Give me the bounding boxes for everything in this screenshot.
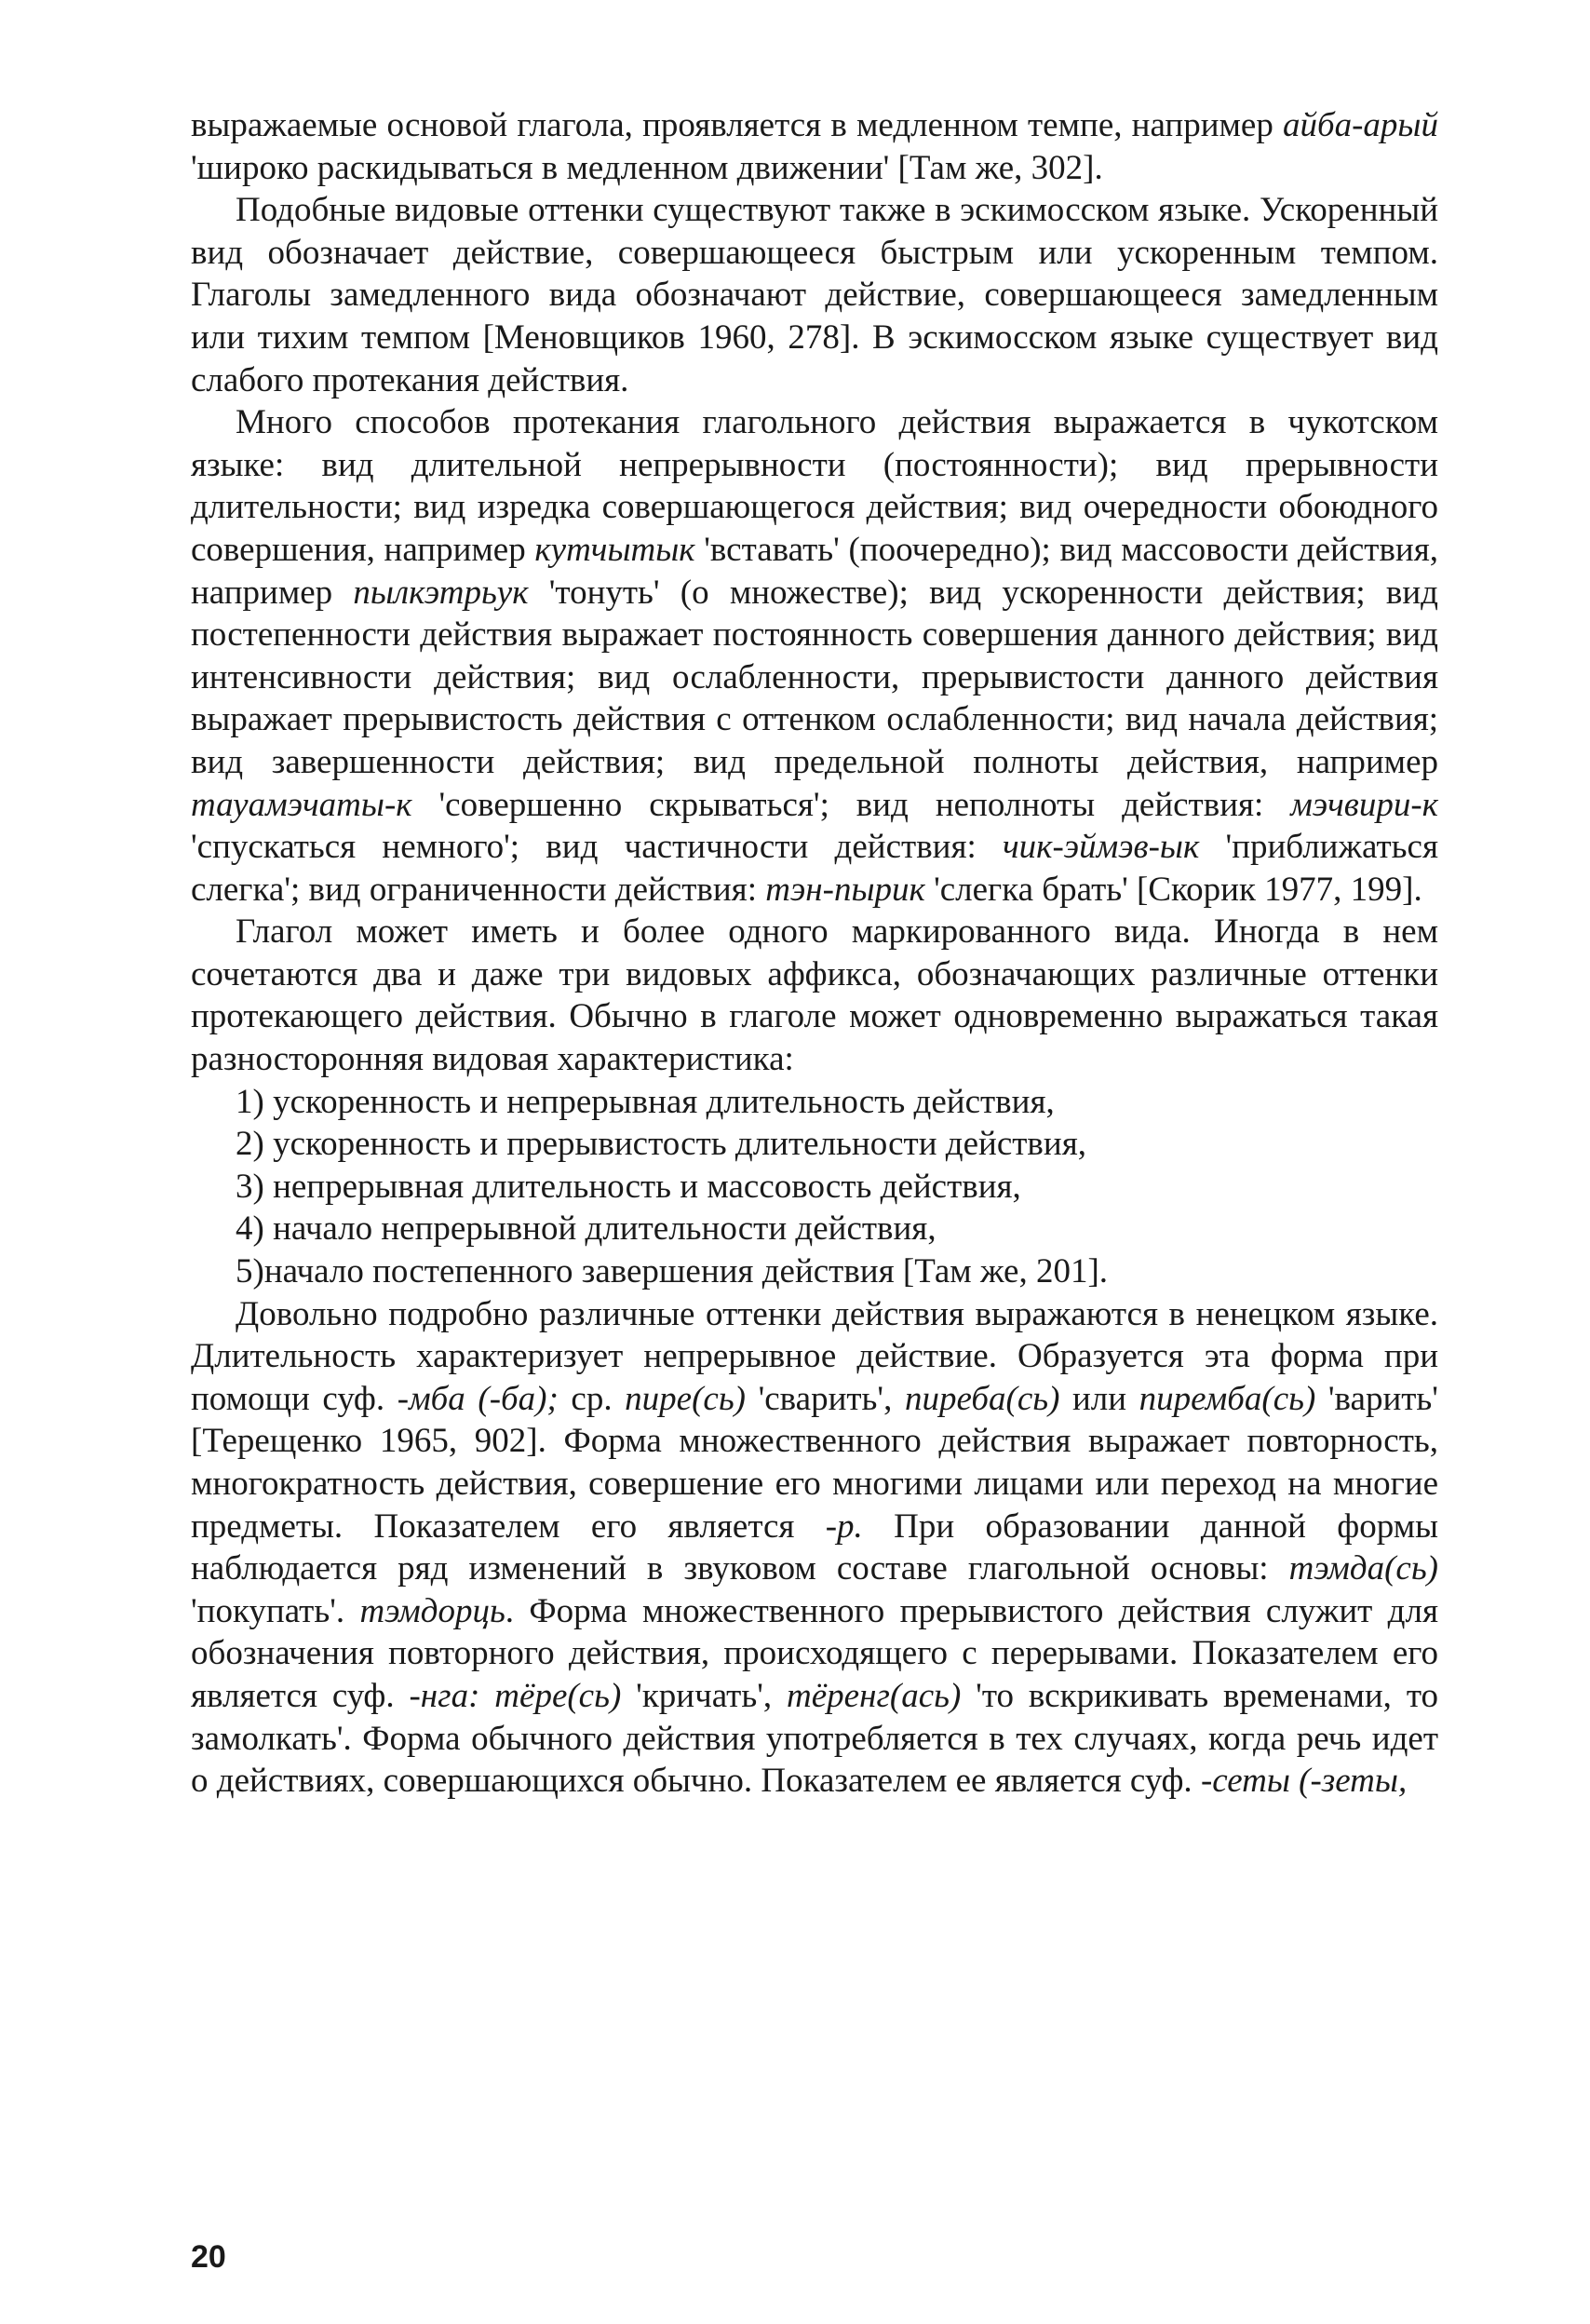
example-word: пиреба(сь) — [904, 1379, 1060, 1418]
text-run: 'варить' [Терещенко 1965, 902]. Форма множественного действия выражает повторность, многократность действия, совершение его многими лицами или переход на многие предметы. Показателем его является — [191, 1379, 1438, 1546]
suffix: -мба (-ба); — [397, 1379, 559, 1418]
example-word: кутчытык — [534, 530, 695, 569]
text-run: Подобные видовые оттенки существуют также в эскимосском языке. Ускоренный вид обозначает действие, совершающееся быстрым или ускоренным темпом. Глаголы замедленного вида обозначают действие, совершающееся замедленным или тихим темпом [Меновщиков 1960, 278]. В эскимосском языке существует вид слабого протекания действия. — [191, 191, 1438, 399]
text-run: Довольно подробно различные оттенки действия выражаются в ненецком языке. Длительность характеризует непрерывное действие. Образуется эта форма при помощи суф. — [191, 1294, 1438, 1418]
text-run: . Форма множественного прерывистого действия служит для обозначения повторного действия, происходящего с перерывами. Показателем его является суф. — [191, 1591, 1438, 1715]
text-run: 'слегка брать' [Скорик 1977, 199]. — [924, 870, 1422, 909]
list-item: 3) непрерывная длительность и массовость действия, — [236, 1167, 1021, 1206]
paragraph-eskimo — [191, 189, 1438, 401]
text-run: 'вставать' (поочередно); вид массовости действия, например — [191, 530, 1438, 612]
text-run: или — [1059, 1379, 1139, 1418]
list-item: 1) ускоренность и непрерывная длительность действия, — [236, 1082, 1055, 1121]
list-item: 5)начало постепенного завершения действия [Там же, 201]. — [236, 1252, 1109, 1291]
example-word: пиремба(сь) — [1139, 1379, 1316, 1418]
text-run: ср. — [558, 1379, 626, 1418]
document-page — [191, 104, 1438, 2275]
paragraph-nenets — [191, 1293, 1438, 1803]
text-run: 'кричать', — [621, 1676, 788, 1715]
text-run: 'совершенно скрываться'; вид неполноты действия: — [411, 785, 1291, 824]
example-word: пире(сь) — [625, 1379, 746, 1418]
suffix: -нга: тёре(сь) — [409, 1676, 622, 1715]
paragraph-continued — [191, 104, 1438, 189]
text-run: При образовании данной формы наблюдается ряд изменений в звуковом составе глагольной основы: — [191, 1507, 1438, 1588]
text-run: 'спускаться немного'; вид частичности действия: — [191, 828, 1004, 867]
list-item: 4) начало непрерывной длительности действия, — [236, 1209, 936, 1249]
example-word: тёренг(ась) — [787, 1676, 962, 1715]
example-word: тэн-пырик — [765, 870, 925, 909]
example-word: чик-эймэв-ык — [1003, 828, 1200, 867]
text-run: выражаемые основой глагола, проявляется в медленном темпе, например — [191, 106, 1283, 144]
text-run: 'покупать'. — [191, 1591, 360, 1630]
list-item: 2) ускоренность и прерывистость длительности действия, — [236, 1125, 1086, 1164]
example-word: тауамэчаты-к — [191, 785, 412, 824]
suffix: -сеты (-зеты, — [1200, 1762, 1408, 1801]
example-word: тэмда(сь) — [1288, 1549, 1438, 1588]
text-run: 'приближаться слегка'; вид ограниченности действия: — [191, 828, 1438, 909]
text-run: 'тонуть' (о множестве); вид ускоренности действия; вид постепенности действия выражает постоянность совершения данного действия; вид интенсивности действия; вид ослабленности, прерывистости данного действия выражает прерывистость действия с оттенком ослабленности; вид начала действия; вид завершенности действия; вид предельной полноты действия, например — [191, 573, 1438, 781]
text-run: Глагол может иметь и более одного маркированного вида. Иногда в нем сочетаются два и даже три видовых аффикса, обозначающих различные оттенки протекающего действия. Обычно в глаголе может одновременно выражаться такая разносторонняя видовая характеристика: — [191, 912, 1438, 1079]
paragraph-chukchi — [191, 401, 1438, 911]
paragraph-multiple-aspects — [191, 911, 1438, 1080]
example-word: тэмдорць — [359, 1591, 505, 1630]
example-word: айба-арый — [1283, 106, 1438, 144]
text-run: 'сварить', — [746, 1379, 905, 1418]
text-run: 'широко раскидываться в медленном движении' [Там же, 302]. — [191, 148, 1103, 187]
example-word: пылкэтрьук — [353, 573, 529, 612]
example-word: мэчвири-к — [1290, 785, 1438, 824]
text-run: 'то вскрикивать временами, то замолкать'. Форма обычного действия употребляется в тех случаях, когда речь идет о действиях, совершающихся обычно. Показателем ее является суф. — [191, 1676, 1438, 1801]
suffix: -р. — [825, 1507, 863, 1546]
text-run: Много способов протекания глагольного действия выражается в чукотском языке: вид длительной непрерывности (постоянности); вид прерывности длительности; вид изредка совершающегося действия; вид очередности обоюдного совершения, например — [191, 403, 1438, 569]
page-number: 20 — [191, 2239, 226, 2275]
